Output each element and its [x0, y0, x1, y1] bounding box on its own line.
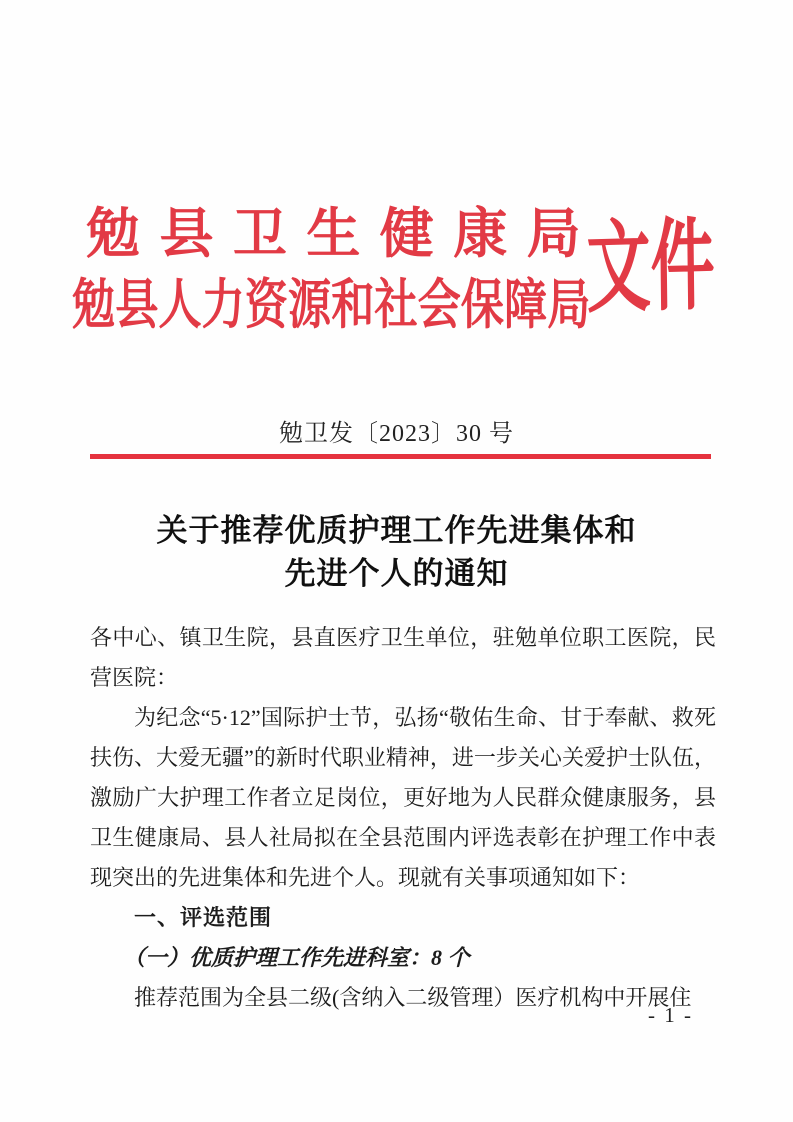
document-title-line1: 关于推荐优质护理工作先进集体和	[156, 513, 637, 548]
intro-paragraph: 为纪念“5·12”国际护士节，弘扬“敬佑生命、甘于奉献、救死扶伤、大爱无疆”的新时代职业精神，进一步关心关爱护士队伍，激励广大护理工作者立足岗位，更好地为人民群众健康服务，县卫生健康局、县人社局拟在全县范围内评选表彰在护理工作中表现突出的先进集体和先进个人。现就有关事项通知如下：	[90, 705, 716, 890]
document-title-line2: 先进个人的通知	[284, 556, 509, 591]
issuer-name-line1: 勉县卫生健康局	[86, 204, 601, 264]
subsection-heading: （一）优质护理工作先进科室：8 个	[123, 945, 470, 970]
document-number: 勉卫发〔2023〕30 号	[279, 421, 514, 447]
section-paragraph: 推荐范围为全县二级(含纳入二级管理）医疗机构中开展住	[134, 985, 692, 1010]
section-heading: 一、评选范围	[134, 905, 273, 930]
red-separator-line	[90, 454, 711, 459]
issuer-name-line2: 勉县人力资源和社会保障局	[72, 275, 591, 335]
recipients-line: 各中心、镇卫生院，县直医疗卫生单位，驻勉单位职工医院，民营医院：	[90, 625, 716, 690]
page-number: - 1 -	[648, 1003, 693, 1027]
letterhead-document-word: 文件	[585, 210, 716, 325]
document-body	[90, 618, 716, 1018]
document-title	[0, 509, 793, 595]
